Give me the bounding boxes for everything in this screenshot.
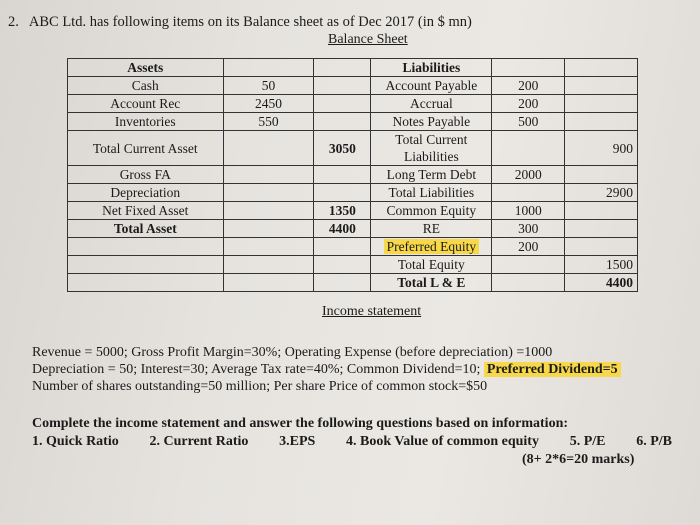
liability-label-text: Preferred Equity <box>384 239 480 254</box>
question-text: ABC Ltd. has following items on its Balance sheet as of Dec 2017 (in $ mn) <box>28 14 472 30</box>
liability-total-cell <box>565 59 638 77</box>
asset-value-cell <box>223 95 314 113</box>
income-line-3: Number of shares outstanding=50 million; Per share Price of common stock=$50 <box>32 379 488 394</box>
balance-sheet-row <box>68 238 638 256</box>
instructions-heading: Complete the income statement and answer the following questions based on information: <box>32 416 569 431</box>
asset-value-text: 2450 <box>254 96 282 111</box>
asset-value-cell <box>223 202 314 220</box>
question-item: 1. Quick Ratio <box>32 434 119 449</box>
liability-label-cell <box>371 184 492 202</box>
liability-value-cell <box>492 77 565 95</box>
preferred-dividend-highlight: Preferred Dividend=5 <box>484 362 621 377</box>
asset-label-text: Assets <box>127 60 164 75</box>
asset-value-cell <box>223 256 314 274</box>
liability-label-cell <box>371 256 492 274</box>
liability-label-text: RE <box>422 221 440 236</box>
asset-label-cell <box>68 238 224 256</box>
liability-value-text: 200 <box>518 96 539 111</box>
liability-value-text: 300 <box>518 221 539 236</box>
liability-label-cell <box>371 77 492 95</box>
liability-label-cell <box>371 113 492 131</box>
asset-total-text: 1350 <box>328 203 356 218</box>
balance-sheet-row <box>68 113 638 131</box>
liability-value-cell <box>492 202 565 220</box>
liability-value-cell <box>492 184 565 202</box>
asset-value-cell <box>223 131 314 166</box>
asset-total-cell <box>314 220 371 238</box>
asset-value-cell <box>223 184 314 202</box>
liability-label-cell <box>371 274 492 292</box>
asset-label-cell <box>68 202 224 220</box>
question-list <box>32 434 672 450</box>
asset-total-cell <box>314 131 371 166</box>
liability-total-cell <box>565 166 638 184</box>
liability-label-text: Total Equity <box>397 257 465 272</box>
income-line-2 <box>32 362 621 378</box>
balance-sheet-row <box>68 77 638 95</box>
asset-total-text: 3050 <box>328 140 356 156</box>
liability-label-cell <box>371 202 492 220</box>
balance-sheet-title: Balance Sheet <box>328 32 408 47</box>
liability-label-text: Account Payable <box>385 78 478 93</box>
asset-value-cell <box>223 59 314 77</box>
asset-label-text: Cash <box>131 78 159 93</box>
liability-total-text: 1500 <box>606 257 633 272</box>
asset-value-text: 50 <box>261 78 276 93</box>
liability-label-cell <box>371 166 492 184</box>
asset-total-cell <box>314 77 371 95</box>
asset-label-text: Gross FA <box>119 167 171 182</box>
asset-label-cell <box>68 113 224 131</box>
asset-label-cell <box>68 166 224 184</box>
liability-total-cell <box>565 274 638 292</box>
question-item: 5. P/E <box>569 434 606 449</box>
question-item: 2. Current Ratio <box>149 434 249 449</box>
liability-value-cell <box>492 59 565 77</box>
balance-sheet-row <box>68 274 638 292</box>
liability-total-text: 4400 <box>606 275 633 290</box>
liability-value-cell <box>492 131 565 166</box>
liability-value-cell <box>492 113 565 131</box>
asset-label-cell <box>68 256 224 274</box>
income-line-1: Revenue = 5000; Gross Profit Margin=30%; Operating Expense (before depreciation) =1000 <box>32 345 553 360</box>
balance-sheet-row <box>68 131 638 166</box>
liability-label-text: Common Equity <box>386 203 477 218</box>
balance-sheet-row <box>68 256 638 274</box>
asset-total-cell <box>314 166 371 184</box>
liability-value-text: 200 <box>518 239 539 254</box>
asset-label-text: Total Asset <box>113 221 177 236</box>
liability-label-cell <box>371 95 492 113</box>
asset-label-cell <box>68 77 224 95</box>
liability-total-cell <box>565 95 638 113</box>
asset-total-cell <box>314 113 371 131</box>
liability-value-cell <box>492 274 565 292</box>
liability-value-cell <box>492 166 565 184</box>
liability-label-text: Long Term Debt <box>386 167 477 182</box>
asset-label-cell <box>68 220 224 238</box>
balance-sheet-row <box>68 220 638 238</box>
asset-value-cell <box>223 220 314 238</box>
asset-value-text: 550 <box>258 114 279 129</box>
liability-total-cell <box>565 238 638 256</box>
asset-value-cell <box>223 238 314 256</box>
liability-label-text: Liabilities <box>402 60 461 75</box>
question-item: 3.EPS <box>279 434 316 449</box>
asset-total-cell <box>314 274 371 292</box>
liability-label-cell <box>371 238 492 256</box>
liability-value-text: 1000 <box>514 203 542 218</box>
liability-total-text: 2900 <box>606 185 633 200</box>
asset-value-cell <box>223 274 314 292</box>
balance-sheet-row <box>68 202 638 220</box>
asset-value-cell <box>223 166 314 184</box>
asset-label-cell <box>68 95 224 113</box>
liability-value-text: 200 <box>518 78 539 93</box>
liability-total-cell <box>565 184 638 202</box>
liability-total-cell <box>565 220 638 238</box>
asset-label-text: Account Rec <box>110 96 181 111</box>
asset-total-cell <box>314 238 371 256</box>
liability-value-cell <box>492 256 565 274</box>
asset-label-cell <box>68 274 224 292</box>
liability-label-cell <box>371 131 492 166</box>
liability-total-cell <box>565 77 638 95</box>
liability-value-text: 2000 <box>514 167 542 182</box>
question-number: 2. <box>8 14 19 30</box>
liability-label-text: Notes Payable <box>392 114 471 129</box>
liability-value-cell <box>492 220 565 238</box>
asset-label-text: Total Current Asset <box>92 140 198 156</box>
asset-value-cell <box>223 113 314 131</box>
asset-label-text: Depreciation <box>110 185 181 200</box>
liability-value-cell <box>492 95 565 113</box>
liability-total-cell <box>565 256 638 274</box>
liability-total-text: 900 <box>612 140 633 156</box>
balance-sheet-row <box>68 95 638 113</box>
income-statement-title: Income statement <box>322 304 422 319</box>
question-item: 4. Book Value of common equity <box>346 434 539 449</box>
asset-label-cell <box>68 184 224 202</box>
asset-total-cell <box>314 184 371 202</box>
question-item: 6. P/B <box>636 434 672 449</box>
liability-label-text: Accrual <box>409 96 453 111</box>
liability-label-text: Total Liabilities <box>388 185 475 200</box>
asset-total-text: 4400 <box>328 221 356 236</box>
question-title <box>8 14 472 31</box>
asset-total-cell <box>314 256 371 274</box>
balance-sheet-row <box>68 59 638 77</box>
asset-total-cell <box>314 95 371 113</box>
liability-label-cell <box>371 59 492 77</box>
marks-note: (8+ 2*6=20 marks) <box>522 452 635 467</box>
asset-total-cell <box>314 59 371 77</box>
liability-value-cell <box>492 238 565 256</box>
balance-sheet-table <box>67 58 638 292</box>
asset-label-text: Inventories <box>114 114 176 129</box>
asset-label-text: Net Fixed Asset <box>102 203 189 218</box>
liability-value-text: 500 <box>518 114 539 129</box>
liability-total-cell <box>565 113 638 131</box>
asset-label-cell <box>68 131 224 166</box>
asset-label-cell <box>68 59 224 77</box>
balance-sheet-row <box>68 166 638 184</box>
liability-total-cell <box>565 202 638 220</box>
liability-total-cell <box>565 131 638 166</box>
liability-label-cell <box>371 220 492 238</box>
income-line-2-text: Depreciation = 50; Interest=30; Average Tax rate=40%; Common Dividend=10; <box>32 362 484 377</box>
liability-label-text: Total Current Liabilities <box>395 132 468 164</box>
liability-label-text: Total L & E <box>397 275 466 290</box>
balance-sheet-row <box>68 184 638 202</box>
asset-total-cell <box>314 202 371 220</box>
asset-value-cell <box>223 77 314 95</box>
